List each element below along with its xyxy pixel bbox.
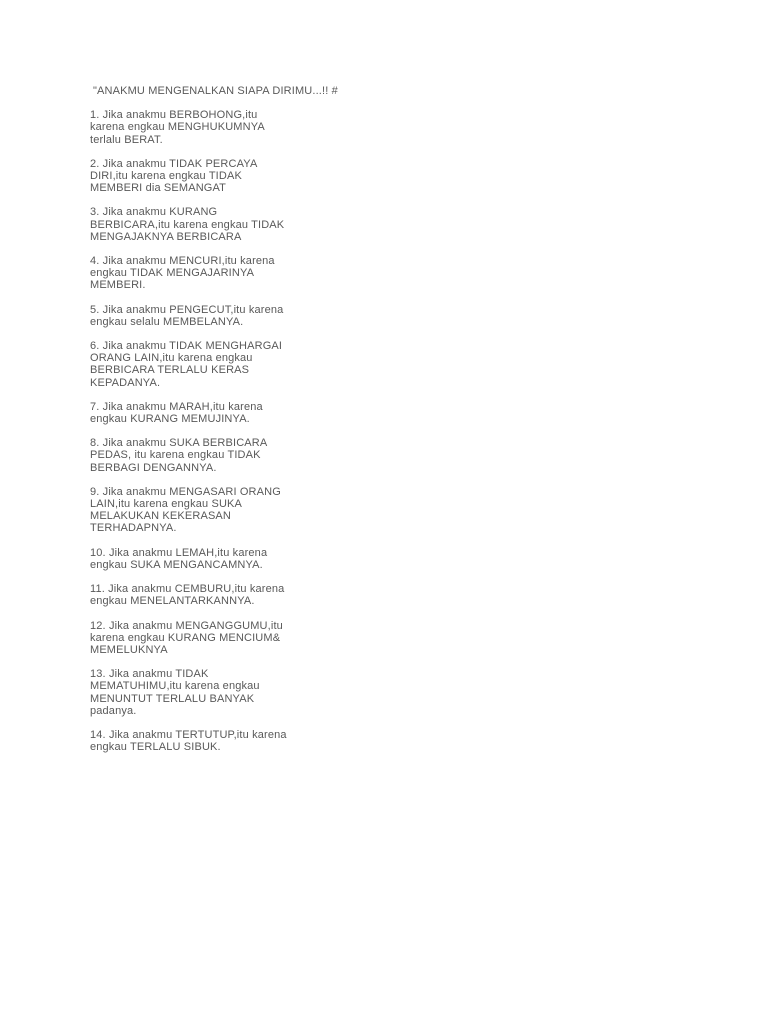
paragraph-line: MEMATUHIMU,itu karena engkau [90, 680, 260, 693]
paragraph-line: BERBICARA,itu karena engkau TIDAK [90, 218, 285, 231]
paragraph-line: engkau selalu MEMBELANYA. [90, 315, 244, 328]
paragraph-line: 3. Jika anakmu KURANG [90, 206, 218, 219]
paragraph-line: MEMBERI. [90, 279, 146, 292]
paragraph-8 [90, 437, 330, 474]
paragraph-6 [90, 340, 330, 389]
paragraph-line: 8. Jika anakmu SUKA BERBICARA [90, 437, 268, 450]
paragraph-line: engkau MENELANTARKANNYA. [90, 595, 255, 608]
paragraph-7 [90, 401, 330, 425]
paragraph-4 [90, 255, 330, 292]
paragraph-line: PEDAS, itu karena engkau TIDAK [90, 449, 261, 462]
paragraph-line: BERBICARA TERLALU KERAS [90, 364, 250, 377]
paragraph-line: 12. Jika anakmu MENGANGGUMU,itu [90, 619, 283, 632]
paragraph-line: 11. Jika anakmu CEMBURU,itu karena [90, 583, 285, 596]
paragraph-line: BERBAGI DENGANNYA. [90, 461, 217, 474]
document-title: "ANAKMU MENGENALKAN SIAPA DIRIMU...!! # [93, 85, 338, 97]
paragraph-line: 13. Jika anakmu TIDAK [90, 668, 209, 681]
paragraph-line: DIRI,itu karena engkau TIDAK [90, 170, 242, 183]
paragraph-1 [90, 109, 330, 146]
paragraph-line: MENGAJAKNYA BERBICARA [90, 230, 242, 243]
paragraph-10 [90, 547, 330, 571]
paragraph-line: ORANG LAIN,itu karena engkau [90, 352, 253, 365]
paragraph-line: MENUNTUT TERLALU BANYAK [90, 692, 255, 705]
paragraph-line: engkau TIDAK MENGAJARINYA [90, 267, 255, 280]
paragraph-line: MELAKUKAN KEKERASAN [90, 510, 232, 523]
paragraph-9 [90, 486, 330, 535]
paragraph-line: 4. Jika anakmu MENCURI,itu karena [90, 255, 275, 268]
paragraph-line: padanya. [90, 704, 137, 717]
paragraph-line: 6. Jika anakmu TIDAK MENGHARGAI [90, 340, 283, 353]
paragraph-line: engkau SUKA MENGANCAMNYA. [90, 558, 263, 571]
paragraph-line: terlalu BERAT. [90, 133, 163, 146]
paragraph-14 [90, 729, 330, 753]
document-page [90, 85, 338, 765]
paragraph-2 [90, 158, 330, 195]
paragraph-3 [90, 206, 330, 243]
paragraph-line: engkau TERLALU SIBUK. [90, 741, 221, 754]
paragraph-12 [90, 620, 330, 657]
paragraph-line: 14. Jika anakmu TERTUTUP,itu karena [90, 728, 287, 741]
paragraph-line: 5. Jika anakmu PENGECUT,itu karena [90, 303, 284, 316]
paragraph-11 [90, 583, 330, 607]
paragraph-line: LAIN,itu karena engkau SUKA [90, 498, 243, 511]
paragraph-line: karena engkau KURANG MENCIUM& [90, 631, 281, 644]
paragraph-line: 9. Jika anakmu MENGASARI ORANG [90, 485, 281, 498]
paragraph-line: karena engkau MENGHUKUMNYA [90, 121, 265, 134]
paragraph-line: engkau KURANG MEMUJINYA. [90, 413, 250, 426]
paragraph-13 [90, 668, 330, 717]
paragraph-line: MEMELUKNYA [90, 643, 168, 656]
paragraph-line: 2. Jika anakmu TIDAK PERCAYA [90, 157, 258, 170]
paragraph-line: TERHADAPNYA. [90, 522, 177, 535]
paragraph-5 [90, 304, 330, 328]
paragraph-line: 7. Jika anakmu MARAH,itu karena [90, 400, 263, 413]
paragraph-line: MEMBERI dia SEMANGAT [90, 182, 227, 195]
paragraph-line: 10. Jika anakmu LEMAH,itu karena [90, 546, 268, 559]
paragraph-line: 1. Jika anakmu BERBOHONG,itu [90, 109, 258, 122]
paragraph-line: KEPADANYA. [90, 376, 161, 389]
